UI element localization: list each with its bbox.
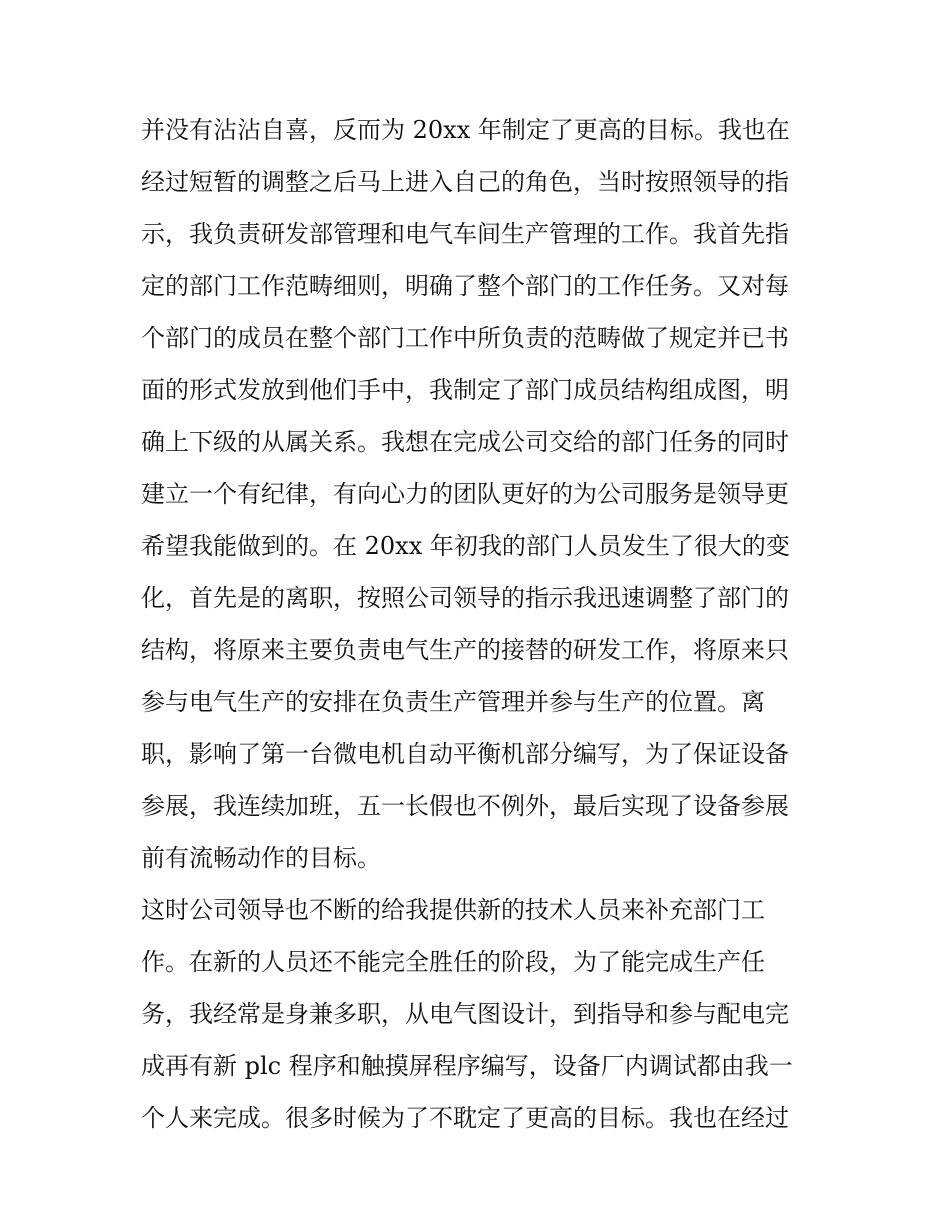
text-line: 结构，将原来主要负责电气生产的接替的研发工作，将原来只	[141, 636, 789, 664]
text-line: 这时公司领导也不断的给我提供新的技术人员来补充部门工	[141, 896, 765, 924]
text-line: 个部门的成员在整个部门工作中所负责的范畴做了规定并已书	[141, 324, 789, 352]
text-line: 经过短暂的调整之后马上进入自己的角色，当时按照领导的指	[141, 168, 789, 196]
text-line: 参与电气生产的安排在负责生产管理并参与生产的位置。离	[141, 688, 765, 716]
text-line: 成再有新 plc 程序和触摸屏程序编写，设备厂内调试都由我一	[141, 1052, 793, 1080]
text-line: 务，我经常是身兼多职，从电气图设计，到指导和参与配电完	[141, 1000, 789, 1028]
text-line: 化，首先是的离职，按照公司领导的指示我迅速调整了部门的	[141, 584, 789, 612]
text-line: 确上下级的从属关系。我想在完成公司交给的部门任务的同时	[141, 428, 789, 456]
text-line: 面的形式发放到他们手中，我制定了部门成员结构组成图，明	[141, 376, 789, 404]
text-line: 建立一个有纪律，有向心力的团队更好的为公司服务是领导更	[141, 480, 789, 508]
text-line: 参展，我连续加班，五一长假也不例外，最后实现了设备参展	[141, 792, 789, 820]
text-line: 职，影响了第一台微电机自动平衡机部分编写，为了保证设备	[141, 740, 789, 768]
text-line: 定的部门工作范畴细则，明确了整个部门的工作任务。又对每	[141, 272, 789, 300]
text-line: 个人来完成。很多时候为了不耽定了更高的目标。我也在经过	[141, 1104, 789, 1132]
text-line: 并没有沾沾自喜，反而为 20xx 年制定了更高的目标。我也在	[141, 116, 790, 144]
body-text	[141, 104, 821, 1144]
text-line: 作。在新的人员还不能完全胜任的阶段，为了能完成生产任	[141, 948, 765, 976]
text-line: 希望我能做到的。在 20xx 年初我的部门人员发生了很大的变	[141, 532, 790, 560]
text-line: 示，我负责研发部管理和电气车间生产管理的工作。我首先指	[141, 220, 789, 248]
text-line: 前有流畅动作的目标。	[141, 844, 381, 872]
